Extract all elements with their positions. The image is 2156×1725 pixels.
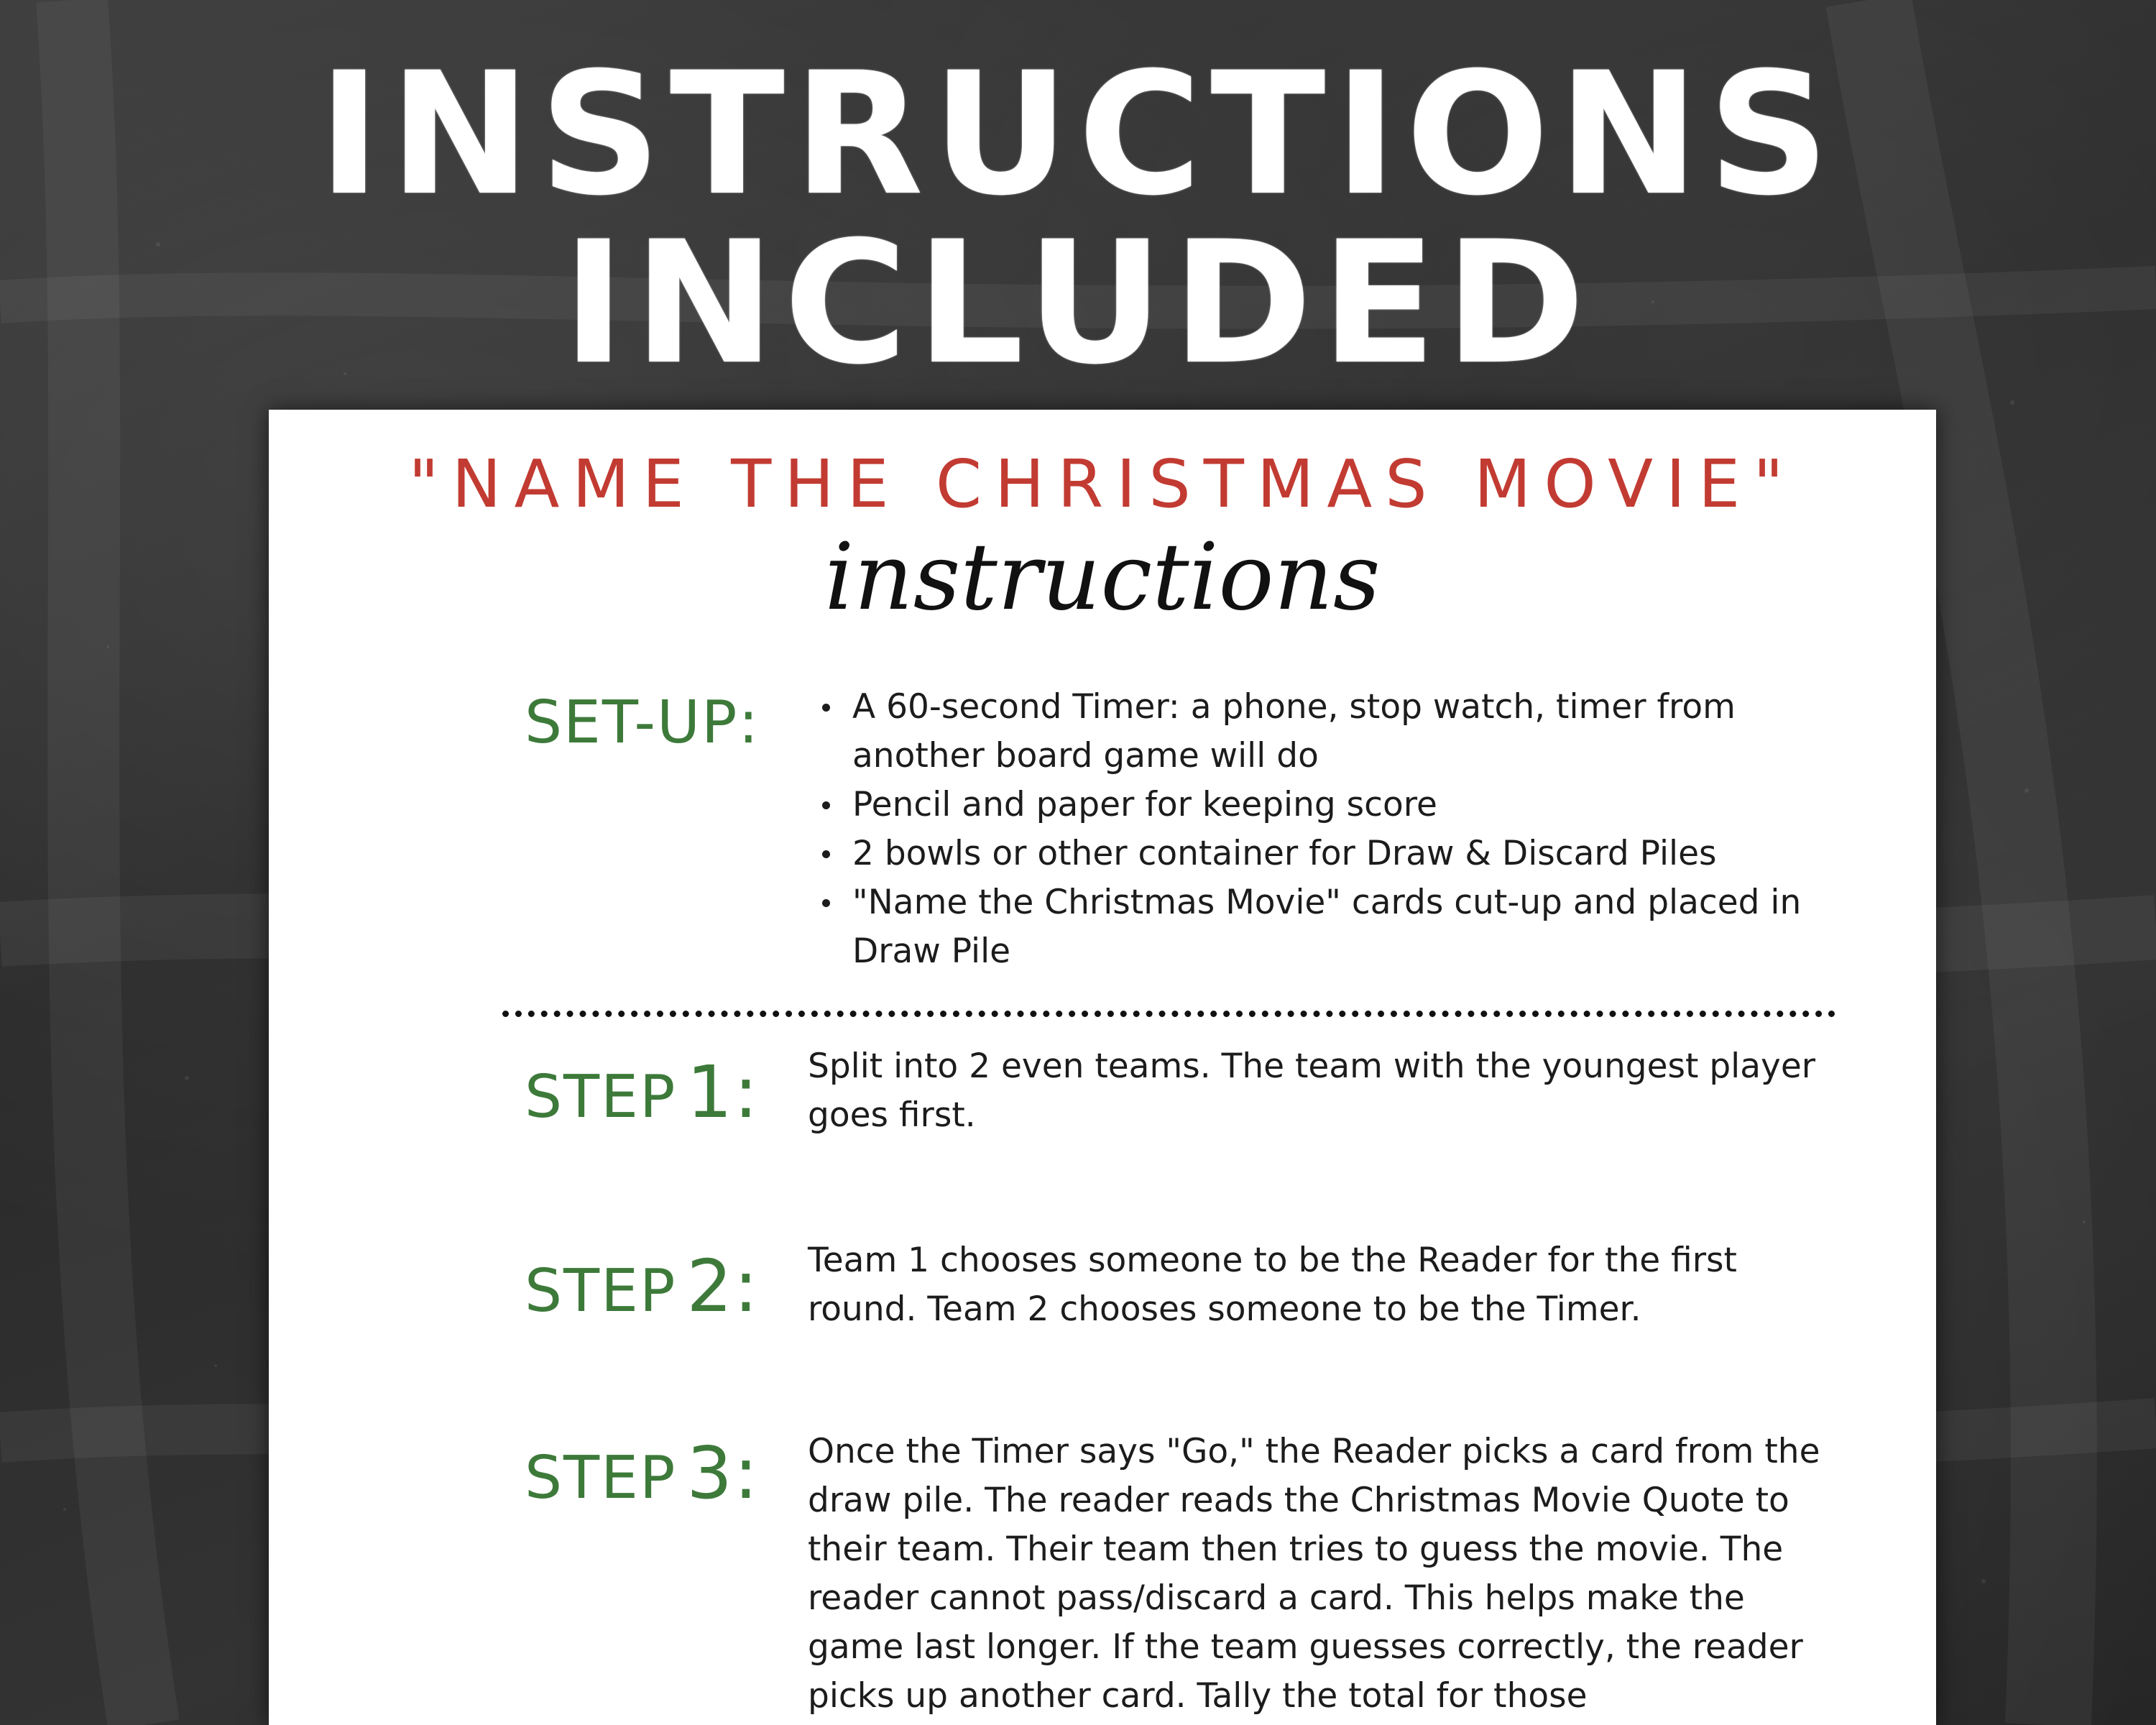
step-number: 1: — [686, 1050, 760, 1134]
banner-title: INSTRUCTIONS INCLUDED — [318, 37, 1838, 402]
list-item-text: "Name the Christmas Movie" cards cut-up and placed in Draw Pile — [852, 883, 1802, 971]
step-number: 2: — [686, 1244, 760, 1328]
bullet-icon — [822, 899, 830, 907]
step-word: STEP — [525, 1063, 677, 1131]
step-3-text: Once the Timer says "Go," the Reader picks a card from the draw pile. The reader reads the Christmas Movie Quote to their team. Their team then tries to guess the movie. The reader cannot pass/discard a card. This helps make the game last longer. If the team guesses correctly, the reader picks up another card. Tally the total for those — [808, 1432, 1820, 1716]
step-word: STEP — [525, 1257, 677, 1325]
list-item — [816, 829, 1858, 878]
step-1-text: Split into 2 even teams. The team with the youngest player goes first. — [808, 1046, 1816, 1135]
instruction-sheet — [269, 410, 1936, 1725]
step-2-text: Team 1 chooses someone to be the Reader for the first round. Team 2 chooses someone to be the Timer. — [808, 1241, 1737, 1329]
document-subtitle: instructions — [824, 524, 1381, 631]
step-number: 3: — [686, 1431, 760, 1515]
dotted-divider — [502, 1011, 1835, 1017]
step-1-label — [525, 1050, 760, 1134]
step-3-label — [525, 1431, 760, 1515]
list-item-text: Pencil and paper for keeping score — [852, 785, 1437, 824]
bullet-icon — [822, 704, 830, 712]
step-word: STEP — [525, 1444, 677, 1512]
list-item — [816, 781, 1858, 829]
bullet-icon — [822, 850, 830, 858]
list-item-text: A 60-second Timer: a phone, stop watch, timer from another board game will do — [852, 687, 1736, 776]
setup-list — [816, 683, 1858, 976]
list-item — [816, 683, 1858, 781]
list-item-text: 2 bowls or other container for Draw & Discard Piles — [852, 834, 1717, 873]
document-title: "NAME THE CHRISTMAS MOVIE" — [408, 446, 1797, 523]
list-item — [816, 878, 1858, 976]
step-2-label — [525, 1244, 760, 1328]
bullet-icon — [822, 801, 830, 809]
setup-label: SET-UP: — [525, 689, 760, 757]
